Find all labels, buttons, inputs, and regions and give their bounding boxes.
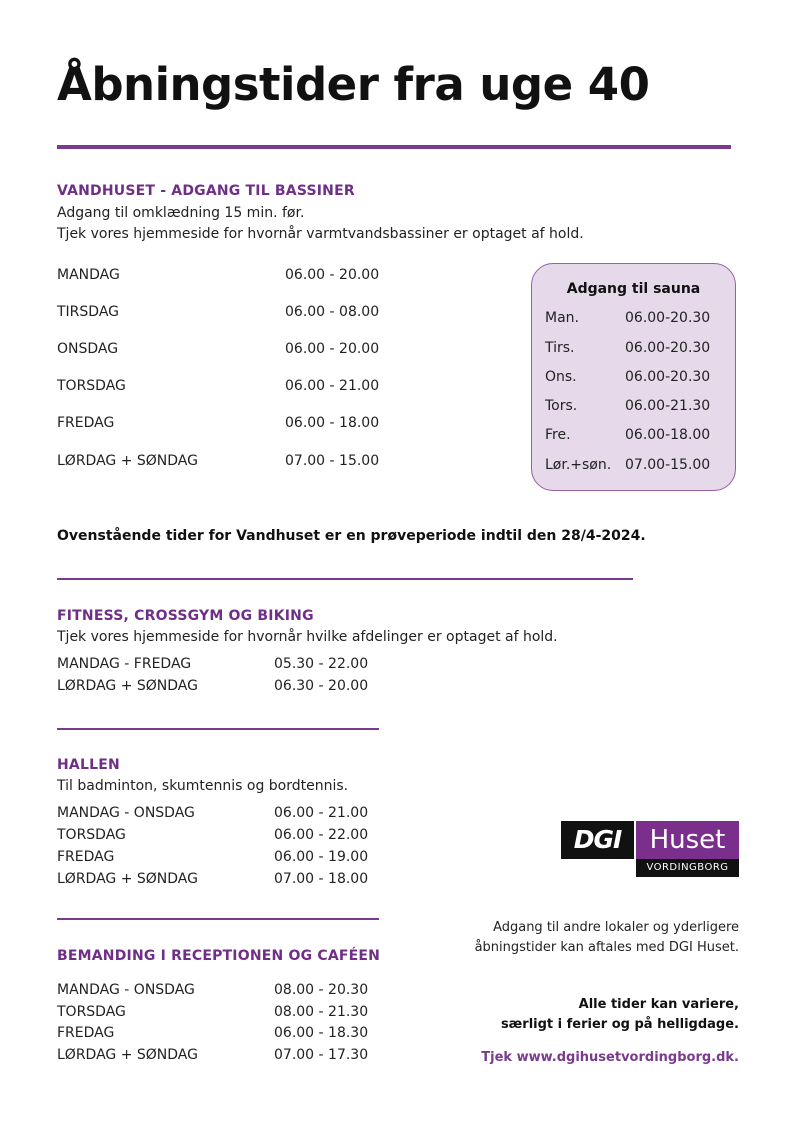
- footer-info-line2: åbningstider kan aftales med DGI Huset.: [474, 940, 739, 955]
- reception-time: 06.00 - 18.30: [274, 1025, 369, 1041]
- logo-vordingborg-text: VORDINGBORG: [636, 859, 739, 877]
- vandhuset-heading: VANDHUSET - ADGANG TIL BASSINER: [57, 183, 355, 199]
- hallen-day: MANDAG - ONSDAG: [57, 805, 195, 821]
- hallen-day: LØRDAG + SØNDAG: [57, 871, 198, 887]
- reception-day: FREDAG: [57, 1025, 115, 1041]
- vandhuset-day: ONSDAG: [57, 341, 119, 357]
- sauna-title: Adgang til sauna: [566, 281, 701, 297]
- section-divider: [57, 578, 633, 580]
- vandhuset-day: TIRSDAG: [57, 304, 120, 320]
- title-divider: [57, 145, 731, 149]
- vandhuset-day: FREDAG: [57, 415, 115, 431]
- sauna-time: 06.00-21.30: [625, 398, 711, 414]
- fitness-line1: Tjek vores hjemmeside for hvornår hvilke afdelinger er optaget af hold.: [57, 629, 558, 645]
- sauna-time: 07.00-15.00: [625, 457, 711, 473]
- sauna-day: Ons.: [545, 369, 577, 385]
- footer-info-line1: Adgang til andre lokaler og yderligere: [493, 920, 739, 935]
- vandhuset-time: 06.00 - 21.00: [285, 378, 380, 394]
- fitness-day: MANDAG - FREDAG: [57, 656, 192, 672]
- vandhuset-day: LØRDAG + SØNDAG: [57, 453, 198, 469]
- logo-huset-text: Huset: [636, 821, 739, 859]
- sauna-day: Tirs.: [545, 340, 575, 356]
- vandhuset-line1: Adgang til omklædning 15 min. før.: [57, 205, 305, 221]
- sauna-day: Fre.: [545, 427, 571, 443]
- footer-warning-line2: særligt i ferier og på helligdage.: [500, 1017, 739, 1032]
- footer-warning-line1: Alle tider kan variere,: [578, 997, 739, 1012]
- vandhuset-day: TORSDAG: [57, 378, 126, 394]
- sauna-time: 06.00-20.30: [625, 369, 711, 385]
- fitness-day: LØRDAG + SØNDAG: [57, 678, 198, 694]
- reception-time: 07.00 - 17.30: [274, 1047, 369, 1063]
- reception-heading: BEMANDING I RECEPTIONEN OG CAFÉEN: [57, 948, 381, 964]
- hallen-line1: Til badminton, skumtennis og bordtennis.: [57, 778, 349, 794]
- dgi-huset-logo: [561, 821, 739, 877]
- sauna-day: Tors.: [545, 398, 578, 414]
- sauna-time: 06.00-20.30: [625, 310, 711, 326]
- vandhuset-time: 06.00 - 18.00: [285, 415, 380, 431]
- reception-time: 08.00 - 20.30: [274, 982, 369, 998]
- sauna-day: Man.: [545, 310, 579, 326]
- reception-day: LØRDAG + SØNDAG: [57, 1047, 198, 1063]
- sauna-box: [531, 263, 736, 491]
- vandhuset-time: 06.00 - 20.00: [285, 341, 380, 357]
- fitness-time: 06.30 - 20.00: [274, 678, 369, 694]
- hallen-day: FREDAG: [57, 849, 115, 865]
- sauna-time: 06.00-20.30: [625, 340, 711, 356]
- vandhuset-time: 07.00 - 15.00: [285, 453, 380, 469]
- hallen-time: 06.00 - 22.00: [274, 827, 369, 843]
- reception-day: MANDAG - ONSDAG: [57, 982, 195, 998]
- hallen-heading: HALLEN: [57, 757, 120, 773]
- fitness-time: 05.30 - 22.00: [274, 656, 369, 672]
- hallen-time: 06.00 - 21.00: [274, 805, 369, 821]
- vandhuset-note: Ovenstående tider for Vandhuset er en prøveperiode indtil den 28/4-2024.: [57, 528, 646, 544]
- sauna-day: Lør.+søn.: [545, 457, 612, 473]
- hallen-day: TORSDAG: [57, 827, 126, 843]
- website-link[interactable]: Tjek www.dgihusetvordingborg.dk.: [481, 1050, 739, 1065]
- vandhuset-time: 06.00 - 08.00: [285, 304, 380, 320]
- vandhuset-line2: Tjek vores hjemmeside for hvornår varmtvandsbassiner er optaget af hold.: [57, 226, 584, 242]
- logo-dgi-text: DGI: [561, 821, 634, 859]
- section-divider: [57, 728, 379, 730]
- hallen-time: 07.00 - 18.00: [274, 871, 369, 887]
- fitness-heading: FITNESS, CROSSGYM OG BIKING: [57, 608, 314, 624]
- reception-day: TORSDAG: [57, 1004, 126, 1020]
- sauna-time: 06.00-18.00: [625, 427, 711, 443]
- vandhuset-day: MANDAG: [57, 267, 120, 283]
- section-divider: [57, 918, 379, 920]
- reception-time: 08.00 - 21.30: [274, 1004, 369, 1020]
- vandhuset-time: 06.00 - 20.00: [285, 267, 380, 283]
- hallen-time: 06.00 - 19.00: [274, 849, 369, 865]
- page-title: Åbningstider fra uge 40: [57, 58, 650, 111]
